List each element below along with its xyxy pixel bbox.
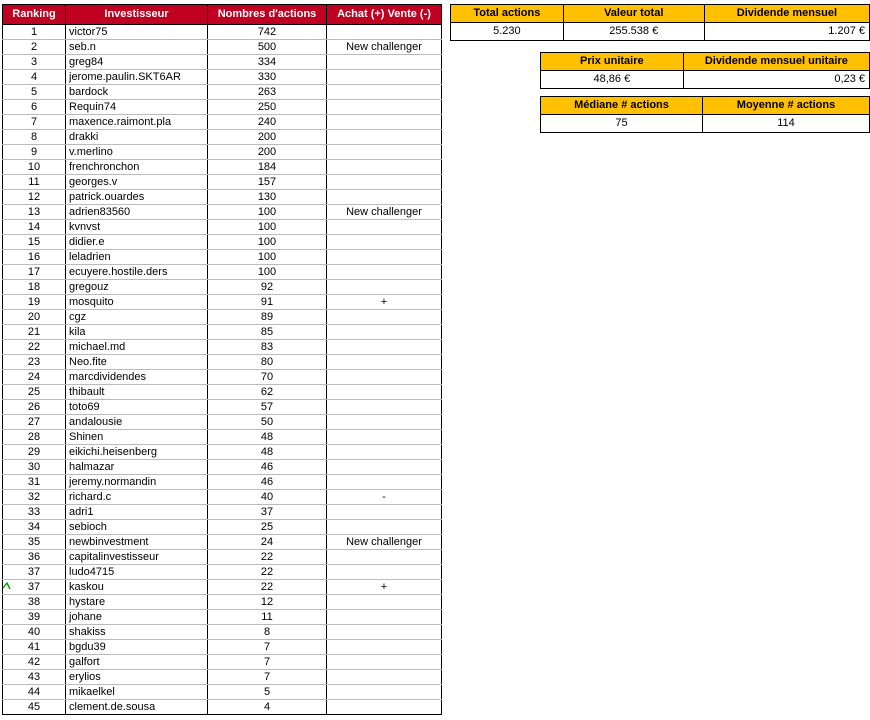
cell-nombre-actions: 50 — [208, 415, 327, 430]
cell-achat-vente — [327, 325, 442, 340]
cell-ranking: 25 — [3, 385, 66, 400]
cell-investisseur: frenchronchon — [66, 160, 208, 175]
cell-investisseur: richard.c — [66, 490, 208, 505]
table-row — [3, 505, 442, 520]
cell-investisseur: v.merlino — [66, 145, 208, 160]
cell-ranking: 5 — [3, 85, 66, 100]
cell-achat-vente — [327, 475, 442, 490]
cell-achat-vente — [327, 370, 442, 385]
cell-ranking: 22 — [3, 340, 66, 355]
table-row — [3, 250, 442, 265]
table-row — [3, 190, 442, 205]
table-row — [3, 355, 442, 370]
cell-achat-vente — [327, 520, 442, 535]
cell-investisseur: ecuyere.hostile.ders — [66, 265, 208, 280]
summary-value-moyenne-actions: 114 — [703, 115, 870, 133]
table-row — [3, 580, 442, 595]
cell-ranking: 3 — [3, 55, 66, 70]
cell-nombre-actions: 742 — [208, 25, 327, 40]
cell-achat-vente — [327, 670, 442, 685]
cell-nombre-actions: 37 — [208, 505, 327, 520]
cell-nombre-actions: 62 — [208, 385, 327, 400]
cell-achat-vente: New challenger — [327, 205, 442, 220]
cell-investisseur: thibault — [66, 385, 208, 400]
table-row — [3, 550, 442, 565]
summary-unit-value-row — [541, 71, 870, 89]
cell-ranking: 10 — [3, 160, 66, 175]
summary-totals-header-row — [451, 5, 870, 23]
table-row — [3, 370, 442, 385]
table-row — [3, 115, 442, 130]
cell-nombre-actions: 5 — [208, 685, 327, 700]
summary-unit-header-row — [541, 53, 870, 71]
cell-ranking: 11 — [3, 175, 66, 190]
cell-investisseur: gregouz — [66, 280, 208, 295]
cell-nombre-actions: 11 — [208, 610, 327, 625]
column-header-investisseur: Investisseur — [66, 5, 208, 25]
ranking-table-header — [3, 5, 442, 25]
summary-totals-table — [450, 4, 870, 41]
cell-ranking: 1 — [3, 25, 66, 40]
table-row — [3, 520, 442, 535]
cell-achat-vente — [327, 700, 442, 715]
cell-nombre-actions: 7 — [208, 655, 327, 670]
cell-achat-vente — [327, 190, 442, 205]
cell-achat-vente — [327, 250, 442, 265]
cell-ranking: 31 — [3, 475, 66, 490]
cell-nombre-actions: 70 — [208, 370, 327, 385]
table-header-row — [3, 5, 442, 25]
cell-achat-vente — [327, 460, 442, 475]
cell-achat-vente — [327, 235, 442, 250]
cell-nombre-actions: 330 — [208, 70, 327, 85]
table-row — [3, 100, 442, 115]
cell-ranking: 28 — [3, 430, 66, 445]
cell-investisseur: eikichi.heisenberg — [66, 445, 208, 460]
cell-nombre-actions: 334 — [208, 55, 327, 70]
cell-nombre-actions: 22 — [208, 565, 327, 580]
cell-nombre-actions: 46 — [208, 460, 327, 475]
cell-ranking: 36 — [3, 550, 66, 565]
cell-nombre-actions: 12 — [208, 595, 327, 610]
summary-value-dividende-mensuel-unitaire: 0,23 € — [683, 71, 869, 89]
cell-ranking: 43 — [3, 670, 66, 685]
cell-achat-vente — [327, 310, 442, 325]
table-row — [3, 625, 442, 640]
table-row — [3, 130, 442, 145]
cell-nombre-actions: 100 — [208, 205, 327, 220]
cell-investisseur: hystare — [66, 595, 208, 610]
cell-ranking: 21 — [3, 325, 66, 340]
cell-achat-vente — [327, 265, 442, 280]
summary-header-prix-unitaire: Prix unitaire — [541, 53, 684, 71]
table-row — [3, 55, 442, 70]
cell-ranking: 39 — [3, 610, 66, 625]
cell-ranking: 20 — [3, 310, 66, 325]
cell-ranking: 2 — [3, 40, 66, 55]
cell-investisseur: mikaelkel — [66, 685, 208, 700]
table-row — [3, 70, 442, 85]
cell-ranking: 30 — [3, 460, 66, 475]
cell-nombre-actions: 200 — [208, 145, 327, 160]
cell-nombre-actions: 80 — [208, 355, 327, 370]
cell-ranking: 4 — [3, 70, 66, 85]
cell-achat-vente — [327, 640, 442, 655]
cell-nombre-actions: 4 — [208, 700, 327, 715]
table-row — [3, 490, 442, 505]
cell-achat-vente — [327, 685, 442, 700]
cell-investisseur: greg84 — [66, 55, 208, 70]
cell-investisseur: Neo.fite — [66, 355, 208, 370]
green-arrow-icon — [3, 580, 11, 588]
summary-header-valeur-total: Valeur total — [563, 5, 704, 23]
cell-achat-vente — [327, 340, 442, 355]
cell-investisseur: victor75 — [66, 25, 208, 40]
table-row — [3, 145, 442, 160]
cell-ranking: 17 — [3, 265, 66, 280]
cell-achat-vente — [327, 115, 442, 130]
table-row — [3, 160, 442, 175]
cell-nombre-actions: 48 — [208, 445, 327, 460]
cell-ranking: 38 — [3, 595, 66, 610]
cell-ranking: 42 — [3, 655, 66, 670]
cell-investisseur: johane — [66, 610, 208, 625]
cell-achat-vente — [327, 595, 442, 610]
cell-achat-vente: + — [327, 295, 442, 310]
cell-nombre-actions: 91 — [208, 295, 327, 310]
cell-achat-vente — [327, 505, 442, 520]
cell-nombre-actions: 40 — [208, 490, 327, 505]
cell-nombre-actions: 500 — [208, 40, 327, 55]
cell-investisseur: jerome.paulin.SKT6AR — [66, 70, 208, 85]
cell-ranking: 13 — [3, 205, 66, 220]
cell-ranking: 26 — [3, 400, 66, 415]
cell-nombre-actions: 200 — [208, 130, 327, 145]
cell-investisseur: erylios — [66, 670, 208, 685]
cell-achat-vente — [327, 625, 442, 640]
cell-achat-vente: New challenger — [327, 40, 442, 55]
table-row — [3, 310, 442, 325]
cell-nombre-actions: 100 — [208, 250, 327, 265]
cell-nombre-actions: 24 — [208, 535, 327, 550]
cell-ranking: 7 — [3, 115, 66, 130]
cell-achat-vente: - — [327, 490, 442, 505]
cell-nombre-actions: 100 — [208, 265, 327, 280]
cell-nombre-actions: 22 — [208, 580, 327, 595]
summary-totals-value-row — [451, 23, 870, 41]
cell-achat-vente — [327, 280, 442, 295]
cell-investisseur: sebioch — [66, 520, 208, 535]
cell-ranking: 16 — [3, 250, 66, 265]
cell-investisseur: jeremy.normandin — [66, 475, 208, 490]
cell-ranking: 29 — [3, 445, 66, 460]
ranking-table — [2, 4, 442, 715]
cell-investisseur: andalousie — [66, 415, 208, 430]
cell-achat-vente — [327, 220, 442, 235]
cell-ranking: 12 — [3, 190, 66, 205]
cell-investisseur: michael.md — [66, 340, 208, 355]
cell-nombre-actions: 240 — [208, 115, 327, 130]
cell-investisseur: georges.v — [66, 175, 208, 190]
cell-ranking: 27 — [3, 415, 66, 430]
column-header-achat-vente: Achat (+) Vente (-) — [327, 5, 442, 25]
cell-achat-vente — [327, 145, 442, 160]
cell-investisseur: maxence.raimont.pla — [66, 115, 208, 130]
cell-nombre-actions: 100 — [208, 220, 327, 235]
table-row — [3, 175, 442, 190]
cell-ranking: 6 — [3, 100, 66, 115]
table-row — [3, 325, 442, 340]
table-row — [3, 235, 442, 250]
cell-nombre-actions: 48 — [208, 430, 327, 445]
cell-nombre-actions: 263 — [208, 85, 327, 100]
cell-ranking: 40 — [3, 625, 66, 640]
cell-achat-vente — [327, 85, 442, 100]
cell-achat-vente — [327, 70, 442, 85]
cell-achat-vente — [327, 355, 442, 370]
table-row — [3, 655, 442, 670]
table-row — [3, 445, 442, 460]
cell-ranking: 37 — [3, 565, 66, 580]
cell-ranking: 23 — [3, 355, 66, 370]
table-row — [3, 265, 442, 280]
cell-ranking: 32 — [3, 490, 66, 505]
table-row — [3, 25, 442, 40]
cell-ranking: 8 — [3, 130, 66, 145]
table-row — [3, 400, 442, 415]
cell-investisseur: drakki — [66, 130, 208, 145]
cell-nombre-actions: 7 — [208, 670, 327, 685]
table-row — [3, 475, 442, 490]
cell-investisseur: kvnvst — [66, 220, 208, 235]
cell-investisseur: marcdividendes — [66, 370, 208, 385]
column-header-nombre-actions: Nombres d'actions — [208, 5, 327, 25]
cell-nombre-actions: 250 — [208, 100, 327, 115]
cell-nombre-actions: 25 — [208, 520, 327, 535]
cell-achat-vente — [327, 550, 442, 565]
summary-stats-table — [540, 96, 870, 133]
cell-achat-vente — [327, 610, 442, 625]
summary-value-total-actions: 5.230 — [451, 23, 564, 41]
cell-investisseur: mosquito — [66, 295, 208, 310]
cell-investisseur: ludo4715 — [66, 565, 208, 580]
cell-investisseur: bardock — [66, 85, 208, 100]
table-row — [3, 670, 442, 685]
cell-investisseur: clement.de.sousa — [66, 700, 208, 715]
table-row — [3, 610, 442, 625]
cell-achat-vente — [327, 445, 442, 460]
cell-investisseur: adri1 — [66, 505, 208, 520]
table-row — [3, 700, 442, 715]
cell-ranking: 33 — [3, 505, 66, 520]
cell-achat-vente — [327, 25, 442, 40]
table-row — [3, 430, 442, 445]
cell-nombre-actions: 22 — [208, 550, 327, 565]
table-row — [3, 415, 442, 430]
cell-investisseur: newbinvestment — [66, 535, 208, 550]
cell-ranking: 18 — [3, 280, 66, 295]
cell-ranking: 14 — [3, 220, 66, 235]
cell-achat-vente — [327, 565, 442, 580]
table-row — [3, 295, 442, 310]
table-row — [3, 85, 442, 100]
table-row — [3, 220, 442, 235]
cell-achat-vente — [327, 130, 442, 145]
table-row — [3, 595, 442, 610]
cell-ranking: 34 — [3, 520, 66, 535]
cell-nombre-actions: 92 — [208, 280, 327, 295]
table-row — [3, 685, 442, 700]
summary-header-dividende-mensuel-unitaire: Dividende mensuel unitaire — [683, 53, 869, 71]
summary-stats-value-row — [541, 115, 870, 133]
cell-investisseur: leladrien — [66, 250, 208, 265]
summary-header-mediane-actions: Médiane # actions — [541, 97, 703, 115]
cell-achat-vente — [327, 430, 442, 445]
cell-achat-vente — [327, 55, 442, 70]
cell-investisseur: adrien83560 — [66, 205, 208, 220]
cell-investisseur: toto69 — [66, 400, 208, 415]
cell-achat-vente — [327, 655, 442, 670]
table-row — [3, 40, 442, 55]
cell-ranking: 9 — [3, 145, 66, 160]
cell-investisseur: capitalinvestisseur — [66, 550, 208, 565]
cell-ranking: 44 — [3, 685, 66, 700]
cell-ranking: 35 — [3, 535, 66, 550]
cell-nombre-actions: 184 — [208, 160, 327, 175]
cell-nombre-actions: 7 — [208, 640, 327, 655]
summary-value-dividende-mensuel: 1.207 € — [704, 23, 869, 41]
summary-header-total-actions: Total actions — [451, 5, 564, 23]
cell-nombre-actions: 100 — [208, 235, 327, 250]
cell-achat-vente — [327, 160, 442, 175]
table-row — [3, 460, 442, 475]
cell-investisseur: galfort — [66, 655, 208, 670]
cell-nombre-actions: 8 — [208, 625, 327, 640]
cell-achat-vente — [327, 175, 442, 190]
cell-investisseur: didier.e — [66, 235, 208, 250]
summary-header-moyenne-actions: Moyenne # actions — [703, 97, 870, 115]
cell-investisseur: bgdu39 — [66, 640, 208, 655]
table-row — [3, 340, 442, 355]
cell-nombre-actions: 85 — [208, 325, 327, 340]
cell-ranking: 24 — [3, 370, 66, 385]
table-row — [3, 565, 442, 580]
cell-ranking: 45 — [3, 700, 66, 715]
cell-investisseur: patrick.ouardes — [66, 190, 208, 205]
cell-achat-vente: New challenger — [327, 535, 442, 550]
cell-investisseur: cgz — [66, 310, 208, 325]
ranking-table-body — [3, 25, 442, 715]
cell-nombre-actions: 89 — [208, 310, 327, 325]
summary-value-prix-unitaire: 48,86 € — [541, 71, 684, 89]
cell-nombre-actions: 157 — [208, 175, 327, 190]
cell-achat-vente: + — [327, 580, 442, 595]
cell-nombre-actions: 83 — [208, 340, 327, 355]
table-row — [3, 385, 442, 400]
cell-achat-vente — [327, 385, 442, 400]
cell-investisseur: Shinen — [66, 430, 208, 445]
column-header-ranking: Ranking — [3, 5, 66, 25]
cell-nombre-actions: 57 — [208, 400, 327, 415]
cell-ranking: 15 — [3, 235, 66, 250]
summary-header-dividende-mensuel: Dividende mensuel — [704, 5, 869, 23]
table-row — [3, 205, 442, 220]
summary-value-valeur-total: 255.538 € — [563, 23, 704, 41]
cell-nombre-actions: 46 — [208, 475, 327, 490]
cell-investisseur: Requin74 — [66, 100, 208, 115]
cell-ranking: 37 — [3, 580, 66, 595]
cell-achat-vente — [327, 400, 442, 415]
summary-stats-header-row — [541, 97, 870, 115]
table-row — [3, 535, 442, 550]
summary-value-mediane-actions: 75 — [541, 115, 703, 133]
cell-investisseur: kila — [66, 325, 208, 340]
cell-investisseur: shakiss — [66, 625, 208, 640]
cell-investisseur: kaskou — [66, 580, 208, 595]
cell-investisseur: halmazar — [66, 460, 208, 475]
table-row — [3, 640, 442, 655]
table-row — [3, 280, 442, 295]
cell-ranking: 41 — [3, 640, 66, 655]
cell-achat-vente — [327, 100, 442, 115]
cell-nombre-actions: 130 — [208, 190, 327, 205]
cell-ranking: 19 — [3, 295, 66, 310]
summary-unit-table — [540, 52, 870, 89]
cell-investisseur: seb.n — [66, 40, 208, 55]
cell-achat-vente — [327, 415, 442, 430]
